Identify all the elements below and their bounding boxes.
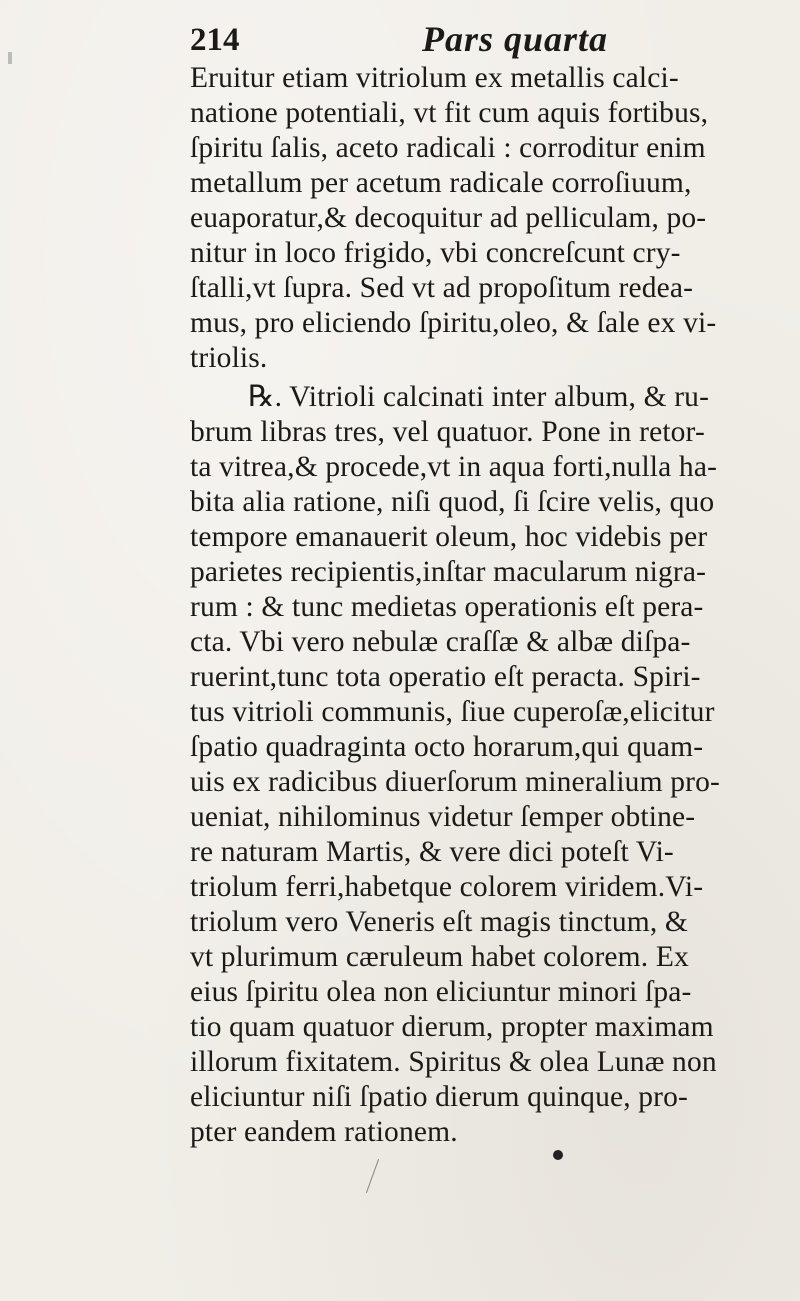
- text-line: cta. Vbi vero nebulæ craſſæ & albæ diſpa-: [190, 626, 691, 658]
- page-header: [190, 14, 670, 66]
- text-line: rum : & tunc medietas operationis eſt pera-: [190, 591, 704, 623]
- margin-ink-mark: [8, 52, 12, 64]
- text-line: tus vitrioli communis, ſiue cuperoſæ,elicitur: [190, 696, 715, 728]
- text-line: uis ex radicibus diuerſorum mineralium pro-: [190, 766, 720, 798]
- text-line: nitur in loco frigido, vbi concreſcunt cry-: [190, 237, 681, 269]
- text-line: ſpiritu ſalis, aceto radicali : corroditur enim: [190, 132, 706, 164]
- text-line: euaporatur,& decoquitur ad pelliculam, po-: [190, 202, 707, 234]
- text-line: eius ſpiritu olea non eliciuntur minori ſpa-: [190, 976, 692, 1008]
- text-line: ſpatio quadraginta octo horarum,qui quam-: [190, 731, 704, 763]
- ink-stroke-mark: [366, 1159, 379, 1193]
- text-line: illorum fixitatem. Spiritus & olea Lunæ non: [190, 1046, 717, 1078]
- text-line-recipe: ℞. Vitrioli calcinati inter album, & ru-: [248, 381, 710, 413]
- text-line: eliciuntur niſi ſpatio dierum quinque, pro-: [190, 1081, 689, 1113]
- text-line: triolum ferri,habetque colorem viridem.Vi-: [190, 871, 704, 903]
- text-line: metallum per acetum radicale corroſiuum,: [190, 167, 692, 199]
- text-line: triolum vero Veneris eſt magis tinctum, &: [190, 906, 689, 938]
- page-number: 214: [190, 22, 240, 58]
- text-line: tio quam quatuor dierum, propter maximam: [190, 1011, 714, 1043]
- text-line: ueniat, nihilominus videtur ſemper obtine-: [190, 801, 696, 833]
- text-line: parietes recipientis,inſtar macularum nigra-: [190, 556, 707, 588]
- text-line: ta vitrea,& procede,vt in aqua forti,nulla ha-: [190, 451, 718, 483]
- ink-dot-mark: [553, 1150, 563, 1160]
- text-line: vt plurimum cæruleum habet colorem. Ex: [190, 941, 689, 973]
- text-line: natione potentiali, vt fit cum aquis fortibus,: [190, 97, 709, 129]
- text-line: ruerint,tunc tota operatio eſt peracta. Spiri-: [190, 661, 701, 693]
- text-line: triolis.: [190, 342, 268, 374]
- text-line: bita alia ratione, niſi quod, ſi ſcire velis, quo: [190, 486, 715, 518]
- running-head: Pars quarta: [422, 19, 609, 59]
- text-line: Eruitur etiam vitriolum ex metallis calci-: [190, 62, 679, 94]
- text-line: re naturam Martis, & vere dici poteſt Vi-: [190, 836, 674, 868]
- text-line: pter eandem rationem.: [190, 1116, 458, 1148]
- text-line: ſtalli,vt ſupra. Sed vt ad propoſitum redea-: [190, 272, 694, 304]
- text-line: tempore emanauerit oleum, hoc videbis per: [190, 521, 708, 553]
- text-line: brum libras tres, vel quatuor. Pone in retor-: [190, 416, 705, 448]
- text-line: mus, pro eliciendo ſpiritu,oleo, & ſale ex vi-: [190, 307, 717, 339]
